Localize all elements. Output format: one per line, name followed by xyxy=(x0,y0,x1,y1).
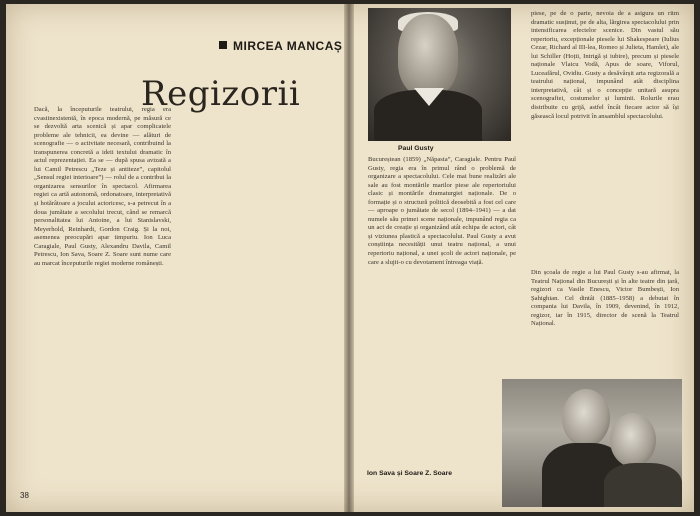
right-column-1: Bucureștean (1859) „Năpasta”, Caragiale. Pentru Paul Gusty, regia era în primul rând o problemă de organizare a spectacolului. Cele mai bune realizări ale sale au fost montările marilor piese ale repertoriului clasic și montările dramaturgiei naționale. De o formație și o structură politică deosebită a fost cel care — aproape o jumătate de secol (1894–1941) — a dat numele său primei scene naționale, impunând regia ca un act de creație și organizând atât echipa de actori, cât și viziunea plastică a spectacolului. Paul Gusty a avut conștiința necesității unui teatru național, a unui repertoriu național, a unei școli de actori naționale, pe care a slujit-o cu devotament întreaga viață. xyxy=(368,156,516,266)
portrait-head xyxy=(398,14,458,96)
left-page xyxy=(6,4,346,512)
photo-caption-2: Ion Sava și Soare Z. Soare xyxy=(367,470,452,477)
portrait-photo-paul-gusty xyxy=(368,8,511,141)
photo2-face-1 xyxy=(562,389,610,447)
author-text: MIRCEA MANCAȘ xyxy=(233,39,343,53)
author-square-icon xyxy=(219,41,227,49)
left-column-1: Dacă, la începuturile teatrului, regia era cvasiinexistentă, în epoca modernă, pe măsură ce se dezvoltă arta scenică și apar complicatele probleme ale tehnicii, ea devine — alături de scenografie — o activitate necesară, contribuind la transpunerea concretă a ideii textului dramatic în actul reprezentației. Ea se — după spusa avizată a lui Camil Petrescu „Teze și antiteze”, capitolul „Sensul regiei interioare”) — rolul de a contribui la organizarea sensurilor în spectacol. Afirmarea regiei ca artă autonomă, ordonatoare, interpretativă și hotărâtoare a jocului actoricesc, s-a petrecut în a doua jumătate a secolului trecut, când se remarcă personalitatea lui Antoine, a lui Stanislavski, Meyerhold, Reinhardt, Gordon Craig. Și la noi, asemenea preocupări apar timpuriu. Ion Luca Caragiale, Paul Gusty, Alexandru Davila, Camil Petrescu, Ion Sava, Soare Z. Soare sunt nume care au marcat începuturile regiei moderne românești. xyxy=(34,106,171,267)
right-page xyxy=(352,4,694,512)
article-title: Regizorii xyxy=(141,74,301,114)
photo-caption-1: Paul Gusty xyxy=(398,145,434,152)
page-number: 38 xyxy=(20,491,29,500)
right-column-3: Din școala de regie a lui Paul Gusty s-au afirmat, la Teatrul Național din București și în alte teatre din țară, regizori ca Vasile Enescu, Victor Bumbești, Ion Șahighian. Cel dintâi (1885–1958) a debutat în compania lui Davila, în 1909, devenind, în 1912, regizor, iar în 1915, director de scenă la Teatrul Național. xyxy=(531,269,679,328)
magazine-spread xyxy=(6,4,694,512)
author-name xyxy=(219,40,342,53)
right-column-2: piese, pe de o parte, nevoia de a asigura un ritm dramatic susținut, pe de alta, lărgirea spectacolului prin intensificarea efectelor scenice. Din vastul său repertoriu, excepționale piesele lui Shakespeare (Iulius Cezar, Richard al III-lea, Romeo și Julieta, Hamlet), ale lui Schiller (Hoții, Intrigă și iubire), precum și piesele naționale Vlaicu Vodă, Apus de soare, Viforul, Luceafărul, Ovidiu. Gusty a desăvârșit arta regizorală a teatrului național, impunând atât disciplina interpretativă, cât și o concepție unitară asupra scenografiei, costumelor și luminii. Rolurile erau distribuite cu grijă, astfel încât fiecare actor să își găsească locul potrivit în ansamblul spectacolului. xyxy=(531,10,679,120)
photo2-body-2 xyxy=(604,463,682,507)
photo-ion-sava-soare xyxy=(502,379,682,507)
photo2-face-2 xyxy=(610,413,656,467)
